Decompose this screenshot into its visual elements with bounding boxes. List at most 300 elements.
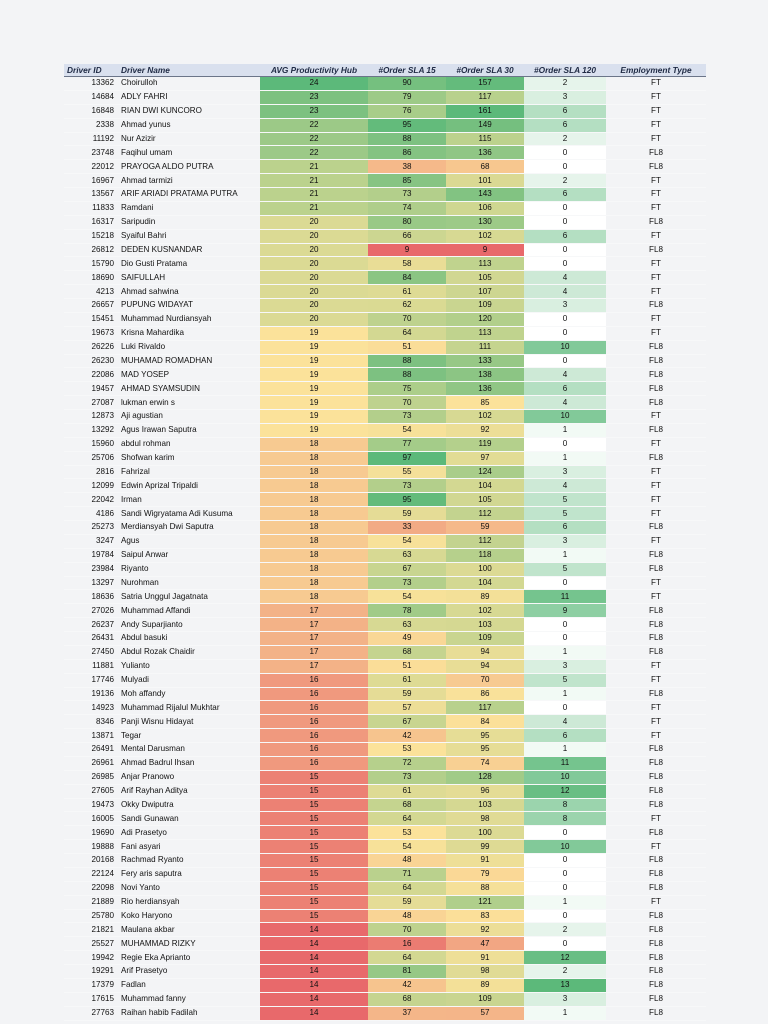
employment-type-cell[interactable]: FT <box>606 437 706 451</box>
driver-name-cell[interactable]: Adi Prasetyo <box>118 826 260 840</box>
table-row[interactable] <box>64 729 706 743</box>
sla30-cell[interactable]: 9 <box>446 243 524 257</box>
employment-type-cell[interactable]: FL8 <box>606 645 706 659</box>
table-row[interactable] <box>64 521 706 535</box>
sla120-cell[interactable]: 4 <box>524 368 606 382</box>
table-row[interactable] <box>64 687 706 701</box>
driver-id-cell[interactable]: 22098 <box>64 881 118 895</box>
driver-name-cell[interactable]: Regie Eka Aprianto <box>118 951 260 965</box>
sla15-cell[interactable]: 49 <box>368 632 446 646</box>
table-row[interactable] <box>64 243 706 257</box>
sla15-cell[interactable]: 61 <box>368 784 446 798</box>
sla15-cell[interactable]: 81 <box>368 965 446 979</box>
driver-id-cell[interactable]: 22086 <box>64 368 118 382</box>
sla120-cell[interactable]: 1 <box>524 743 606 757</box>
employment-type-cell[interactable]: FT <box>606 104 706 118</box>
driver-id-cell[interactable]: 26491 <box>64 743 118 757</box>
table-row[interactable] <box>64 881 706 895</box>
driver-name-cell[interactable]: Muhammad fanny <box>118 992 260 1006</box>
sla30-cell[interactable]: 47 <box>446 937 524 951</box>
table-row[interactable] <box>64 465 706 479</box>
employment-type-cell[interactable]: FT <box>606 326 706 340</box>
sla120-cell[interactable]: 5 <box>524 507 606 521</box>
table-row[interactable] <box>64 160 706 174</box>
driver-name-cell[interactable]: Panji Wisnu Hidayat <box>118 715 260 729</box>
employment-type-cell[interactable]: FL8 <box>606 396 706 410</box>
employment-type-cell[interactable]: FT <box>606 410 706 424</box>
table-row[interactable] <box>64 909 706 923</box>
sla30-cell[interactable]: 102 <box>446 604 524 618</box>
sla30-cell[interactable]: 102 <box>446 229 524 243</box>
avg-productivity-cell[interactable]: 19 <box>260 423 368 437</box>
avg-productivity-cell[interactable]: 19 <box>260 326 368 340</box>
sla120-cell[interactable]: 0 <box>524 909 606 923</box>
driver-id-cell[interactable]: 2338 <box>64 118 118 132</box>
driver-name-cell[interactable]: Choirulloh <box>118 77 260 91</box>
sla15-cell[interactable]: 64 <box>368 812 446 826</box>
sla30-cell[interactable]: 68 <box>446 160 524 174</box>
driver-name-cell[interactable]: PUPUNG WIDAYAT <box>118 299 260 313</box>
sla30-cell[interactable]: 105 <box>446 493 524 507</box>
sla120-cell[interactable]: 0 <box>524 854 606 868</box>
table-row[interactable] <box>64 215 706 229</box>
col-header-sla15[interactable]: #Order SLA 15 <box>368 64 446 77</box>
sla15-cell[interactable]: 68 <box>368 798 446 812</box>
avg-productivity-cell[interactable]: 14 <box>260 965 368 979</box>
employment-type-cell[interactable]: FT <box>606 659 706 673</box>
driver-id-cell[interactable]: 27087 <box>64 396 118 410</box>
driver-name-cell[interactable]: MUHAMMAD RIZKY <box>118 937 260 951</box>
sla30-cell[interactable]: 120 <box>446 312 524 326</box>
sla15-cell[interactable]: 80 <box>368 215 446 229</box>
driver-name-cell[interactable]: Muhammad Affandi <box>118 604 260 618</box>
driver-id-cell[interactable]: 13297 <box>64 576 118 590</box>
sla120-cell[interactable]: 1 <box>524 548 606 562</box>
sla15-cell[interactable]: 42 <box>368 729 446 743</box>
driver-id-cell[interactable]: 4186 <box>64 507 118 521</box>
sla15-cell[interactable]: 78 <box>368 604 446 618</box>
avg-productivity-cell[interactable]: 17 <box>260 604 368 618</box>
driver-name-cell[interactable]: Abdul basuki <box>118 632 260 646</box>
sla30-cell[interactable]: 89 <box>446 978 524 992</box>
avg-productivity-cell[interactable]: 16 <box>260 715 368 729</box>
sla30-cell[interactable]: 85 <box>446 396 524 410</box>
driver-id-cell[interactable]: 19291 <box>64 965 118 979</box>
driver-name-cell[interactable]: Ramdani <box>118 201 260 215</box>
avg-productivity-cell[interactable]: 20 <box>260 243 368 257</box>
avg-productivity-cell[interactable]: 21 <box>260 188 368 202</box>
employment-type-cell[interactable]: FL8 <box>606 978 706 992</box>
sla15-cell[interactable]: 68 <box>368 645 446 659</box>
sla120-cell[interactable]: 6 <box>524 188 606 202</box>
driver-id-cell[interactable]: 16967 <box>64 174 118 188</box>
employment-type-cell[interactable]: FL8 <box>606 423 706 437</box>
sla120-cell[interactable]: 11 <box>524 756 606 770</box>
driver-name-cell[interactable]: Saipul Anwar <box>118 548 260 562</box>
table-row[interactable] <box>64 534 706 548</box>
sla15-cell[interactable]: 61 <box>368 673 446 687</box>
sla15-cell[interactable]: 85 <box>368 174 446 188</box>
employment-type-cell[interactable]: FT <box>606 174 706 188</box>
driver-id-cell[interactable]: 22124 <box>64 867 118 881</box>
avg-productivity-cell[interactable]: 20 <box>260 229 368 243</box>
sla30-cell[interactable]: 92 <box>446 423 524 437</box>
sla30-cell[interactable]: 157 <box>446 77 524 91</box>
driver-id-cell[interactable]: 27450 <box>64 645 118 659</box>
driver-name-cell[interactable]: Arif Prasetyo <box>118 965 260 979</box>
avg-productivity-cell[interactable]: 19 <box>260 368 368 382</box>
driver-id-cell[interactable]: 23984 <box>64 562 118 576</box>
sla30-cell[interactable]: 95 <box>446 743 524 757</box>
sla120-cell[interactable]: 0 <box>524 867 606 881</box>
sla30-cell[interactable]: 74 <box>446 756 524 770</box>
sla120-cell[interactable]: 0 <box>524 881 606 895</box>
avg-productivity-cell[interactable]: 18 <box>260 493 368 507</box>
sla120-cell[interactable]: 2 <box>524 923 606 937</box>
driver-id-cell[interactable]: 19473 <box>64 798 118 812</box>
avg-productivity-cell[interactable]: 18 <box>260 548 368 562</box>
col-header-avg-productivity[interactable]: AVG Productivity Hub <box>260 64 368 77</box>
driver-name-cell[interactable]: Okky Dwiputra <box>118 798 260 812</box>
table-row[interactable] <box>64 743 706 757</box>
table-row[interactable] <box>64 437 706 451</box>
sla15-cell[interactable]: 57 <box>368 701 446 715</box>
driver-name-cell[interactable]: Moh affandy <box>118 687 260 701</box>
sla15-cell[interactable]: 55 <box>368 465 446 479</box>
sla30-cell[interactable]: 97 <box>446 451 524 465</box>
driver-id-cell[interactable]: 15790 <box>64 257 118 271</box>
avg-productivity-cell[interactable]: 20 <box>260 285 368 299</box>
sla15-cell[interactable]: 74 <box>368 201 446 215</box>
sla120-cell[interactable]: 0 <box>524 618 606 632</box>
table-row[interactable] <box>64 354 706 368</box>
driver-name-cell[interactable]: PRAYOGA ALDO PUTRA <box>118 160 260 174</box>
employment-type-cell[interactable]: FL8 <box>606 687 706 701</box>
sla30-cell[interactable]: 128 <box>446 770 524 784</box>
sla120-cell[interactable]: 0 <box>524 257 606 271</box>
driver-name-cell[interactable]: Riyanto <box>118 562 260 576</box>
sla15-cell[interactable]: 84 <box>368 271 446 285</box>
driver-name-cell[interactable]: Yulianto <box>118 659 260 673</box>
avg-productivity-cell[interactable]: 19 <box>260 354 368 368</box>
sla120-cell[interactable]: 0 <box>524 243 606 257</box>
driver-id-cell[interactable]: 3247 <box>64 534 118 548</box>
driver-name-cell[interactable]: Irman <box>118 493 260 507</box>
sla15-cell[interactable]: 88 <box>368 368 446 382</box>
sla120-cell[interactable]: 1 <box>524 645 606 659</box>
sla120-cell[interactable]: 2 <box>524 965 606 979</box>
sla120-cell[interactable]: 10 <box>524 410 606 424</box>
sla15-cell[interactable]: 64 <box>368 326 446 340</box>
driver-name-cell[interactable]: Satria Unggul Jagatnata <box>118 590 260 604</box>
employment-type-cell[interactable]: FT <box>606 715 706 729</box>
employment-type-cell[interactable]: FT <box>606 701 706 715</box>
table-row[interactable] <box>64 937 706 951</box>
sla15-cell[interactable]: 53 <box>368 826 446 840</box>
driver-id-cell[interactable]: 26226 <box>64 340 118 354</box>
sla15-cell[interactable]: 73 <box>368 770 446 784</box>
avg-productivity-cell[interactable]: 15 <box>260 826 368 840</box>
avg-productivity-cell[interactable]: 16 <box>260 701 368 715</box>
sla15-cell[interactable]: 59 <box>368 895 446 909</box>
table-row[interactable] <box>64 493 706 507</box>
sla30-cell[interactable]: 101 <box>446 174 524 188</box>
sla15-cell[interactable]: 88 <box>368 132 446 146</box>
sla15-cell[interactable]: 51 <box>368 340 446 354</box>
table-row[interactable] <box>64 673 706 687</box>
sla30-cell[interactable]: 96 <box>446 784 524 798</box>
sla30-cell[interactable]: 86 <box>446 687 524 701</box>
sla30-cell[interactable]: 133 <box>446 354 524 368</box>
table-row[interactable] <box>64 812 706 826</box>
sla30-cell[interactable]: 70 <box>446 673 524 687</box>
driver-name-cell[interactable]: Arif Rayhan Aditya <box>118 784 260 798</box>
table-row[interactable] <box>64 895 706 909</box>
sla30-cell[interactable]: 79 <box>446 867 524 881</box>
sla15-cell[interactable]: 51 <box>368 659 446 673</box>
avg-productivity-cell[interactable]: 16 <box>260 687 368 701</box>
sla120-cell[interactable]: 0 <box>524 215 606 229</box>
driver-name-cell[interactable]: Ahmad tarmizi <box>118 174 260 188</box>
sla15-cell[interactable]: 64 <box>368 881 446 895</box>
employment-type-cell[interactable]: FL8 <box>606 923 706 937</box>
sla15-cell[interactable]: 73 <box>368 188 446 202</box>
driver-name-cell[interactable]: ADLY FAHRI <box>118 90 260 104</box>
avg-productivity-cell[interactable]: 17 <box>260 618 368 632</box>
table-row[interactable] <box>64 188 706 202</box>
driver-name-cell[interactable]: Faqihul umam <box>118 146 260 160</box>
avg-productivity-cell[interactable]: 20 <box>260 257 368 271</box>
employment-type-cell[interactable]: FL8 <box>606 354 706 368</box>
driver-id-cell[interactable]: 18636 <box>64 590 118 604</box>
sla15-cell[interactable]: 86 <box>368 146 446 160</box>
sla120-cell[interactable]: 0 <box>524 701 606 715</box>
driver-id-cell[interactable]: 19784 <box>64 548 118 562</box>
sla30-cell[interactable]: 98 <box>446 812 524 826</box>
table-row[interactable] <box>64 382 706 396</box>
driver-name-cell[interactable]: Nur Azizir <box>118 132 260 146</box>
sla30-cell[interactable]: 98 <box>446 965 524 979</box>
col-header-driver-id[interactable]: Driver ID <box>64 64 118 77</box>
sla15-cell[interactable]: 63 <box>368 548 446 562</box>
driver-id-cell[interactable]: 27605 <box>64 784 118 798</box>
driver-id-cell[interactable]: 16317 <box>64 215 118 229</box>
driver-name-cell[interactable]: MAD YOSEP <box>118 368 260 382</box>
avg-productivity-cell[interactable]: 21 <box>260 174 368 188</box>
table-row[interactable] <box>64 1006 706 1020</box>
sla15-cell[interactable]: 70 <box>368 396 446 410</box>
driver-id-cell[interactable]: 19673 <box>64 326 118 340</box>
employment-type-cell[interactable]: FT <box>606 201 706 215</box>
avg-productivity-cell[interactable]: 20 <box>260 299 368 313</box>
table-row[interactable] <box>64 867 706 881</box>
employment-type-cell[interactable]: FL8 <box>606 756 706 770</box>
sla15-cell[interactable]: 48 <box>368 854 446 868</box>
driver-id-cell[interactable]: 13871 <box>64 729 118 743</box>
table-row[interactable] <box>64 201 706 215</box>
sla15-cell[interactable]: 76 <box>368 104 446 118</box>
sla15-cell[interactable]: 79 <box>368 90 446 104</box>
sla30-cell[interactable]: 59 <box>446 521 524 535</box>
driver-name-cell[interactable]: Saripudin <box>118 215 260 229</box>
employment-type-cell[interactable]: FL8 <box>606 299 706 313</box>
driver-name-cell[interactable]: abdul rohman <box>118 437 260 451</box>
table-row[interactable] <box>64 271 706 285</box>
avg-productivity-cell[interactable]: 22 <box>260 132 368 146</box>
sla15-cell[interactable]: 73 <box>368 479 446 493</box>
driver-name-cell[interactable]: Krisna Mahardika <box>118 326 260 340</box>
sla15-cell[interactable]: 88 <box>368 354 446 368</box>
sla15-cell[interactable]: 16 <box>368 937 446 951</box>
driver-name-cell[interactable]: Mental Darusman <box>118 743 260 757</box>
sla120-cell[interactable]: 10 <box>524 770 606 784</box>
driver-id-cell[interactable]: 4213 <box>64 285 118 299</box>
sla120-cell[interactable]: 4 <box>524 715 606 729</box>
employment-type-cell[interactable]: FT <box>606 257 706 271</box>
sla120-cell[interactable]: 0 <box>524 201 606 215</box>
employment-type-cell[interactable]: FL8 <box>606 243 706 257</box>
sla30-cell[interactable]: 107 <box>446 285 524 299</box>
col-header-sla30[interactable]: #Order SLA 30 <box>446 64 524 77</box>
avg-productivity-cell[interactable]: 19 <box>260 340 368 354</box>
table-row[interactable] <box>64 604 706 618</box>
sla120-cell[interactable]: 9 <box>524 604 606 618</box>
sla15-cell[interactable]: 71 <box>368 867 446 881</box>
sla15-cell[interactable]: 73 <box>368 576 446 590</box>
employment-type-cell[interactable]: FL8 <box>606 798 706 812</box>
employment-type-cell[interactable]: FL8 <box>606 770 706 784</box>
driver-name-cell[interactable]: ARIF ARIADI PRATAMA PUTRA <box>118 188 260 202</box>
employment-type-cell[interactable]: FT <box>606 576 706 590</box>
sla120-cell[interactable]: 3 <box>524 659 606 673</box>
employment-type-cell[interactable]: FL8 <box>606 743 706 757</box>
driver-name-cell[interactable]: Maulana akbar <box>118 923 260 937</box>
employment-type-cell[interactable]: FL8 <box>606 604 706 618</box>
sla15-cell[interactable]: 95 <box>368 493 446 507</box>
sla120-cell[interactable]: 6 <box>524 104 606 118</box>
driver-id-cell[interactable]: 27763 <box>64 1006 118 1020</box>
sla120-cell[interactable]: 6 <box>524 521 606 535</box>
sla30-cell[interactable]: 100 <box>446 562 524 576</box>
sla120-cell[interactable]: 0 <box>524 632 606 646</box>
sla30-cell[interactable]: 95 <box>446 729 524 743</box>
table-row[interactable] <box>64 632 706 646</box>
sla30-cell[interactable]: 88 <box>446 881 524 895</box>
sla30-cell[interactable]: 109 <box>446 632 524 646</box>
table-row[interactable] <box>64 645 706 659</box>
sla120-cell[interactable]: 0 <box>524 354 606 368</box>
sla120-cell[interactable]: 0 <box>524 826 606 840</box>
driver-id-cell[interactable]: 14684 <box>64 90 118 104</box>
avg-productivity-cell[interactable]: 18 <box>260 465 368 479</box>
avg-productivity-cell[interactable]: 14 <box>260 1006 368 1020</box>
sla30-cell[interactable]: 149 <box>446 118 524 132</box>
driver-name-cell[interactable]: Ahmad Badrul Ihsan <box>118 756 260 770</box>
sla30-cell[interactable]: 161 <box>446 104 524 118</box>
sla30-cell[interactable]: 103 <box>446 618 524 632</box>
employment-type-cell[interactable]: FT <box>606 479 706 493</box>
sla30-cell[interactable]: 112 <box>446 507 524 521</box>
sla15-cell[interactable]: 59 <box>368 687 446 701</box>
sla30-cell[interactable]: 91 <box>446 854 524 868</box>
sla120-cell[interactable]: 5 <box>524 493 606 507</box>
employment-type-cell[interactable]: FT <box>606 118 706 132</box>
driver-id-cell[interactable]: 22012 <box>64 160 118 174</box>
table-row[interactable] <box>64 90 706 104</box>
driver-id-cell[interactable]: 15451 <box>64 312 118 326</box>
sla120-cell[interactable]: 4 <box>524 285 606 299</box>
driver-id-cell[interactable]: 2816 <box>64 465 118 479</box>
employment-type-cell[interactable]: FL8 <box>606 784 706 798</box>
employment-type-cell[interactable]: FT <box>606 493 706 507</box>
sla30-cell[interactable]: 130 <box>446 215 524 229</box>
avg-productivity-cell[interactable]: 18 <box>260 451 368 465</box>
sla120-cell[interactable]: 2 <box>524 132 606 146</box>
table-row[interactable] <box>64 826 706 840</box>
table-row[interactable] <box>64 410 706 424</box>
table-row[interactable] <box>64 590 706 604</box>
avg-productivity-cell[interactable]: 23 <box>260 90 368 104</box>
driver-id-cell[interactable]: 26230 <box>64 354 118 368</box>
avg-productivity-cell[interactable]: 18 <box>260 590 368 604</box>
driver-id-cell[interactable]: 21889 <box>64 895 118 909</box>
driver-id-cell[interactable]: 16848 <box>64 104 118 118</box>
avg-productivity-cell[interactable]: 15 <box>260 867 368 881</box>
sla120-cell[interactable]: 6 <box>524 729 606 743</box>
driver-name-cell[interactable]: Agus <box>118 534 260 548</box>
sla30-cell[interactable]: 105 <box>446 271 524 285</box>
sla15-cell[interactable]: 62 <box>368 299 446 313</box>
sla120-cell[interactable]: 0 <box>524 576 606 590</box>
table-row[interactable] <box>64 798 706 812</box>
col-header-driver-name[interactable]: Driver Name <box>118 64 260 77</box>
sla30-cell[interactable]: 117 <box>446 90 524 104</box>
driver-id-cell[interactable]: 21821 <box>64 923 118 937</box>
avg-productivity-cell[interactable]: 16 <box>260 729 368 743</box>
avg-productivity-cell[interactable]: 18 <box>260 534 368 548</box>
sla120-cell[interactable]: 6 <box>524 382 606 396</box>
sla15-cell[interactable]: 38 <box>368 160 446 174</box>
sla120-cell[interactable]: 2 <box>524 77 606 91</box>
sla15-cell[interactable]: 97 <box>368 451 446 465</box>
driver-name-cell[interactable]: Raihan habib Fadilah <box>118 1006 260 1020</box>
avg-productivity-cell[interactable]: 16 <box>260 673 368 687</box>
table-row[interactable] <box>64 659 706 673</box>
employment-type-cell[interactable]: FT <box>606 840 706 854</box>
sla120-cell[interactable]: 4 <box>524 396 606 410</box>
driver-name-cell[interactable]: DEDEN KUSNANDAR <box>118 243 260 257</box>
sla120-cell[interactable]: 0 <box>524 937 606 951</box>
employment-type-cell[interactable]: FL8 <box>606 340 706 354</box>
sla30-cell[interactable]: 102 <box>446 410 524 424</box>
employment-type-cell[interactable]: FL8 <box>606 867 706 881</box>
sla30-cell[interactable]: 100 <box>446 826 524 840</box>
sla120-cell[interactable]: 4 <box>524 271 606 285</box>
table-row[interactable] <box>64 299 706 313</box>
driver-name-cell[interactable]: Andy Suparjianto <box>118 618 260 632</box>
employment-type-cell[interactable]: FT <box>606 90 706 104</box>
driver-name-cell[interactable]: RIAN DWI KUNCORO <box>118 104 260 118</box>
driver-name-cell[interactable]: Koko Haryono <box>118 909 260 923</box>
sla30-cell[interactable]: 109 <box>446 992 524 1006</box>
driver-id-cell[interactable]: 26657 <box>64 299 118 313</box>
employment-type-cell[interactable]: FT <box>606 188 706 202</box>
table-row[interactable] <box>64 965 706 979</box>
employment-type-cell[interactable]: FL8 <box>606 548 706 562</box>
employment-type-cell[interactable]: FL8 <box>606 632 706 646</box>
sla30-cell[interactable]: 83 <box>446 909 524 923</box>
sla30-cell[interactable]: 112 <box>446 534 524 548</box>
